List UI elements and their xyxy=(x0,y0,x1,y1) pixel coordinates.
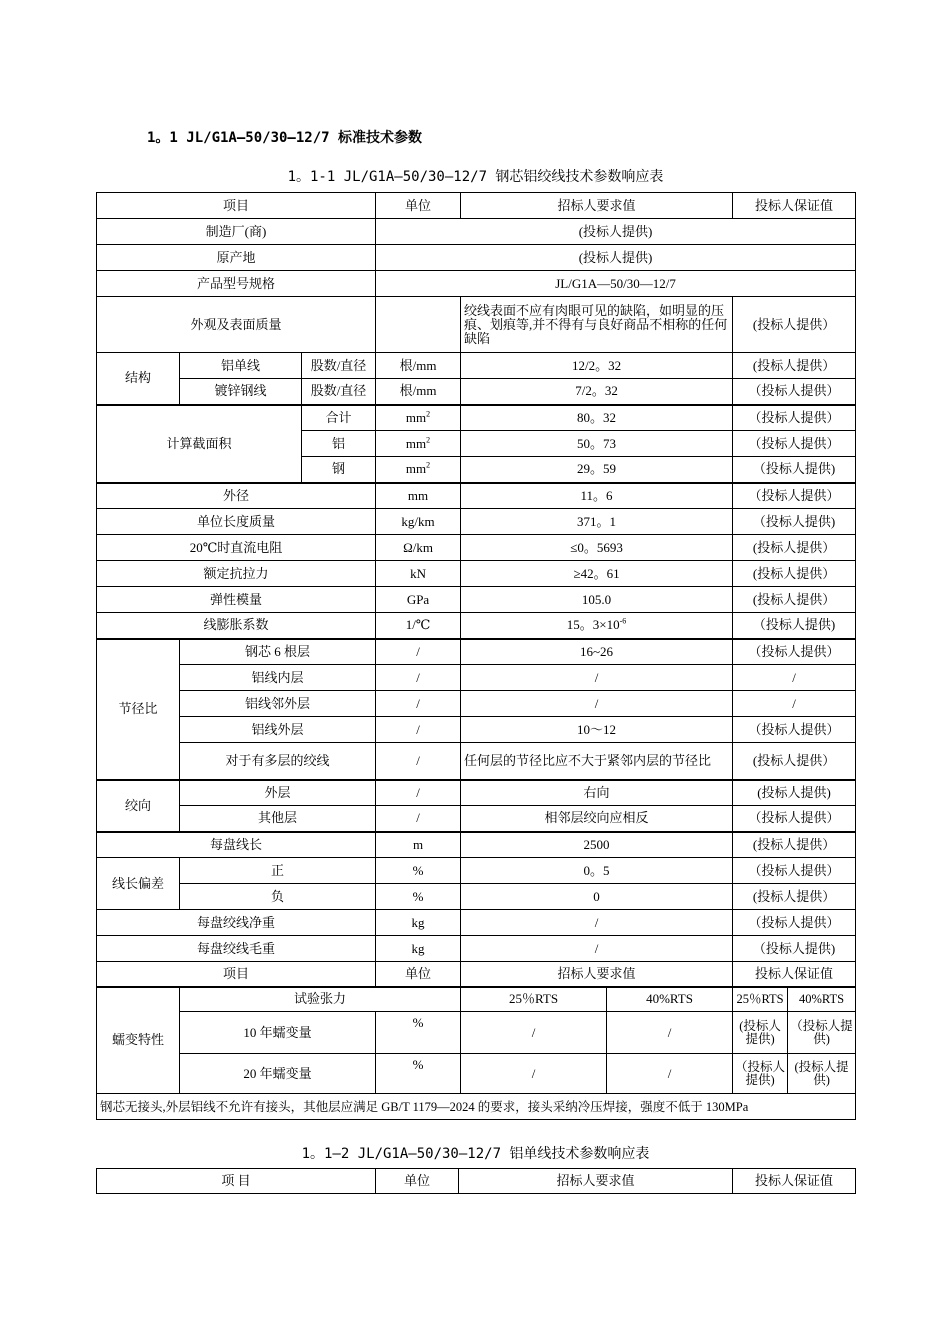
group-label: 线长偏差 xyxy=(97,858,180,910)
table-caption-1: 1。1-1 JL/G1A—50/30—12/7 钢芯铝绞线技术参数响应表 xyxy=(287,169,664,185)
row-guarantee: （投标人提供） xyxy=(733,405,856,431)
row-requirement: 任何层的节径比应不大于紧邻内层的节径比 xyxy=(461,743,733,780)
table-row xyxy=(97,691,856,717)
group-label: 计算截面积 xyxy=(97,405,302,483)
row-guarantee: （投标人提供） xyxy=(733,910,856,936)
table-row xyxy=(97,219,856,245)
row-requirement: 11。6 xyxy=(461,483,733,509)
row-guarantee: （投标人提供） xyxy=(733,717,856,743)
guar-40-rts: （投标人提供) xyxy=(788,1012,856,1054)
row-unit: / xyxy=(376,665,461,691)
row-value: (投标人提供) xyxy=(376,245,856,271)
header-item: 项目 xyxy=(97,193,376,219)
row-label: 其他层 xyxy=(180,806,376,832)
table-row xyxy=(97,987,856,1012)
row-unit xyxy=(376,297,461,353)
row-label: 负 xyxy=(180,884,376,910)
aluminum-wire-spec-table xyxy=(96,1168,856,1194)
row-guarantee: （投标人提供） xyxy=(733,639,856,665)
row-guarantee: (投标人提供） xyxy=(733,587,856,613)
row-requirement: / xyxy=(461,910,733,936)
table-row xyxy=(97,806,856,832)
section-heading: 1。1 JL/G1A—50/30—12/7 标准技术参数 xyxy=(147,130,423,146)
row-value: (投标人提供) xyxy=(376,219,856,245)
row-guarantee: （投标人提供） xyxy=(733,806,856,832)
unit-text: mm xyxy=(405,461,427,477)
table-row xyxy=(97,832,856,858)
row-requirement xyxy=(461,613,733,639)
row-label: 制造厂(商) xyxy=(97,219,376,245)
table-row xyxy=(97,297,856,353)
row-requirement: 2500 xyxy=(461,832,733,858)
header-requirement: 招标人要求值 xyxy=(461,962,733,987)
row-unit xyxy=(376,405,461,431)
row-label: 每盘绞线毛重 xyxy=(97,936,376,962)
table-caption-2: 1。1—2 JL/G1A—50/30—12/7 铝单线技术参数响应表 xyxy=(301,1146,650,1162)
group-label: 蠕变特性 xyxy=(97,987,180,1094)
header-unit: 单位 xyxy=(376,962,461,987)
req-25-rts: / xyxy=(461,1012,607,1054)
unit-superscript: 2 xyxy=(426,435,431,445)
row-unit: GPa xyxy=(376,587,461,613)
table-row xyxy=(97,535,856,561)
table-row xyxy=(97,561,856,587)
row-label: 产品型号规格 xyxy=(97,271,376,297)
row-guarantee: (投标人提供） xyxy=(733,297,856,353)
table-row xyxy=(97,1054,856,1094)
row-label: 镀锌钢线 xyxy=(180,379,302,405)
table-row xyxy=(97,884,856,910)
row-guarantee: (投标人提供) xyxy=(733,780,856,806)
table-row xyxy=(97,509,856,535)
row-label: 单位长度质量 xyxy=(97,509,376,535)
row-requirement: 29。59 xyxy=(461,457,733,483)
table-row xyxy=(97,483,856,509)
header-unit: 单位 xyxy=(376,193,461,219)
row-requirement: 12/2。32 xyxy=(461,353,733,379)
header-guarantee: 投标人保证值 xyxy=(733,962,856,987)
table-row xyxy=(97,587,856,613)
table-row xyxy=(97,780,856,806)
row-unit: 根/mm xyxy=(376,379,461,405)
guar-25-rts: 25％RTS xyxy=(733,987,788,1012)
header-requirement: 招标人要求值 xyxy=(459,1169,733,1194)
table-row xyxy=(97,353,856,379)
row-requirement: 16~26 xyxy=(461,639,733,665)
row-label: 弹性模量 xyxy=(97,587,376,613)
table-row xyxy=(97,271,856,297)
row-label: 线膨胀系数 xyxy=(97,613,376,639)
row-unit: kg/km xyxy=(376,509,461,535)
row-unit: % xyxy=(376,884,461,910)
row-guarantee: （投标人提供） xyxy=(733,431,856,457)
header-item: 项 目 xyxy=(97,1169,376,1194)
table-row xyxy=(97,1094,856,1120)
row-guarantee: （投标人提供） xyxy=(733,858,856,884)
header-requirement: 招标人要求值 xyxy=(461,193,733,219)
header-unit: 单位 xyxy=(376,1169,459,1194)
row-guarantee: （投标人提供) xyxy=(733,457,856,483)
unit-text: mm xyxy=(405,435,427,451)
row-label: 每盘绞线净重 xyxy=(97,910,376,936)
table-row xyxy=(97,665,856,691)
unit-superscript: 2 xyxy=(426,460,431,470)
footnote: 钢芯无接头,外层铝线不允许有接头，其他层应满足 GB/T 1179—2024 的要求，接头采纳冷压焊接，强度不低于 130MPa xyxy=(97,1094,856,1120)
row-unit: kg xyxy=(376,936,461,962)
row-guarantee: (投标人提供） xyxy=(733,353,856,379)
row-label: 合计 xyxy=(302,405,376,431)
row-requirement: 0 xyxy=(461,884,733,910)
row-guarantee: （投标人提供) xyxy=(733,613,856,639)
table-row xyxy=(97,405,856,431)
row-requirement: 105.0 xyxy=(461,587,733,613)
row-unit: / xyxy=(376,691,461,717)
row-requirement: 80。32 xyxy=(461,405,733,431)
group-label: 节径比 xyxy=(97,639,180,780)
table-row xyxy=(97,379,856,405)
row-label: 额定抗拉力 xyxy=(97,561,376,587)
guar-25-rts: (投标人提供) xyxy=(733,1012,788,1054)
guar-25-rts: （投标人提供) xyxy=(733,1054,788,1094)
guar-40-rts: 40%RTS xyxy=(788,987,856,1012)
table-row xyxy=(97,743,856,780)
header-guarantee: 投标人保证值 xyxy=(733,193,856,219)
row-label: 外观及表面质量 xyxy=(97,297,376,353)
unit-superscript: 2 xyxy=(426,409,431,419)
req-text: 15。3×10 xyxy=(566,617,620,633)
row-guarantee: （投标人提供) xyxy=(733,509,856,535)
row-guarantee: (投标人提供） xyxy=(733,561,856,587)
table-row xyxy=(97,639,856,665)
table-row xyxy=(97,613,856,639)
row-label: 铝 xyxy=(302,431,376,457)
guar-40-rts: (投标人提供) xyxy=(788,1054,856,1094)
row-label: 试验张力 xyxy=(180,987,461,1012)
unit-text: mm xyxy=(405,409,427,425)
req-40-rts: 40%RTS xyxy=(607,987,733,1012)
row-label: 每盘线长 xyxy=(97,832,376,858)
row-unit: 1/℃ xyxy=(376,613,461,639)
row-guarantee: (投标人提供） xyxy=(733,743,856,780)
header-row xyxy=(97,193,856,219)
row-label: 铝单线 xyxy=(180,353,302,379)
row-requirement: ≤0。5693 xyxy=(461,535,733,561)
header-guarantee: 投标人保证值 xyxy=(733,1169,856,1194)
row-guarantee: （投标人提供） xyxy=(733,483,856,509)
req-40-rts: / xyxy=(607,1012,733,1054)
header-row xyxy=(97,1169,856,1194)
row-guarantee: (投标人提供） xyxy=(733,535,856,561)
row-requirement: 右向 xyxy=(461,780,733,806)
header-item: 项目 xyxy=(97,962,376,987)
group-label: 结构 xyxy=(97,353,180,405)
table-row xyxy=(97,910,856,936)
row-unit xyxy=(376,457,461,483)
row-unit: % xyxy=(376,1054,461,1094)
row-requirement: / xyxy=(461,691,733,717)
row-label: 铝线内层 xyxy=(180,665,376,691)
req-superscript: -6 xyxy=(619,616,627,626)
table-row xyxy=(97,936,856,962)
row-spec: 股数/直径 xyxy=(302,379,376,405)
row-guarantee: / xyxy=(733,691,856,717)
row-unit: mm xyxy=(376,483,461,509)
row-unit: / xyxy=(376,780,461,806)
row-guarantee: （投标人提供) xyxy=(733,936,856,962)
row-unit: % xyxy=(376,858,461,884)
row-value: JL/G1A—50/30—12/7 xyxy=(376,271,856,297)
row-guarantee: （投标人提供） xyxy=(733,379,856,405)
row-requirement: ≥42。61 xyxy=(461,561,733,587)
table-row xyxy=(97,1012,856,1054)
table-row xyxy=(97,717,856,743)
row-unit xyxy=(376,431,461,457)
row-requirement: 0。5 xyxy=(461,858,733,884)
table-row xyxy=(97,245,856,271)
row-requirement: 50。73 xyxy=(461,431,733,457)
row-requirement: 相邻层绞向应相反 xyxy=(461,806,733,832)
row-unit: kN xyxy=(376,561,461,587)
row-label: 外层 xyxy=(180,780,376,806)
row-label: 20℃时直流电阻 xyxy=(97,535,376,561)
row-label: 对于有多层的绞线 xyxy=(180,743,376,780)
row-label: 铝线邻外层 xyxy=(180,691,376,717)
row-requirement: / xyxy=(461,936,733,962)
row-guarantee: (投标人提供） xyxy=(733,884,856,910)
row-unit: % xyxy=(376,1012,461,1054)
row-label: 铝线外层 xyxy=(180,717,376,743)
repeat-header-row xyxy=(97,962,856,987)
row-unit: Ω/km xyxy=(376,535,461,561)
group-label: 绞向 xyxy=(97,780,180,832)
row-unit: / xyxy=(376,639,461,665)
row-label: 10 年蠕变量 xyxy=(180,1012,376,1054)
row-spec: 股数/直径 xyxy=(302,353,376,379)
row-requirement: 7/2。32 xyxy=(461,379,733,405)
row-label: 钢芯 6 根层 xyxy=(180,639,376,665)
row-requirement: 371。1 xyxy=(461,509,733,535)
stranded-conductor-spec-table xyxy=(96,192,856,1120)
row-label: 20 年蠕变量 xyxy=(180,1054,376,1094)
req-40-rts: / xyxy=(607,1054,733,1094)
row-requirement: 绞线表面不应有肉眼可见的缺陷，如明显的压痕、划痕等,并不得有与良好商品不相称的任何缺陷 xyxy=(461,297,733,353)
row-label: 原产地 xyxy=(97,245,376,271)
row-unit: / xyxy=(376,806,461,832)
row-unit: / xyxy=(376,717,461,743)
row-unit: 根/mm xyxy=(376,353,461,379)
req-25-rts: / xyxy=(461,1054,607,1094)
req-25-rts: 25％RTS xyxy=(461,987,607,1012)
row-label: 正 xyxy=(180,858,376,884)
row-guarantee: (投标人提供） xyxy=(733,832,856,858)
row-unit: / xyxy=(376,743,461,780)
row-label: 钢 xyxy=(302,457,376,483)
row-label: 外径 xyxy=(97,483,376,509)
row-unit: m xyxy=(376,832,461,858)
table-row xyxy=(97,858,856,884)
row-unit: kg xyxy=(376,910,461,936)
row-requirement: / xyxy=(461,665,733,691)
row-requirement: 10～12 xyxy=(461,717,733,743)
row-guarantee: / xyxy=(733,665,856,691)
